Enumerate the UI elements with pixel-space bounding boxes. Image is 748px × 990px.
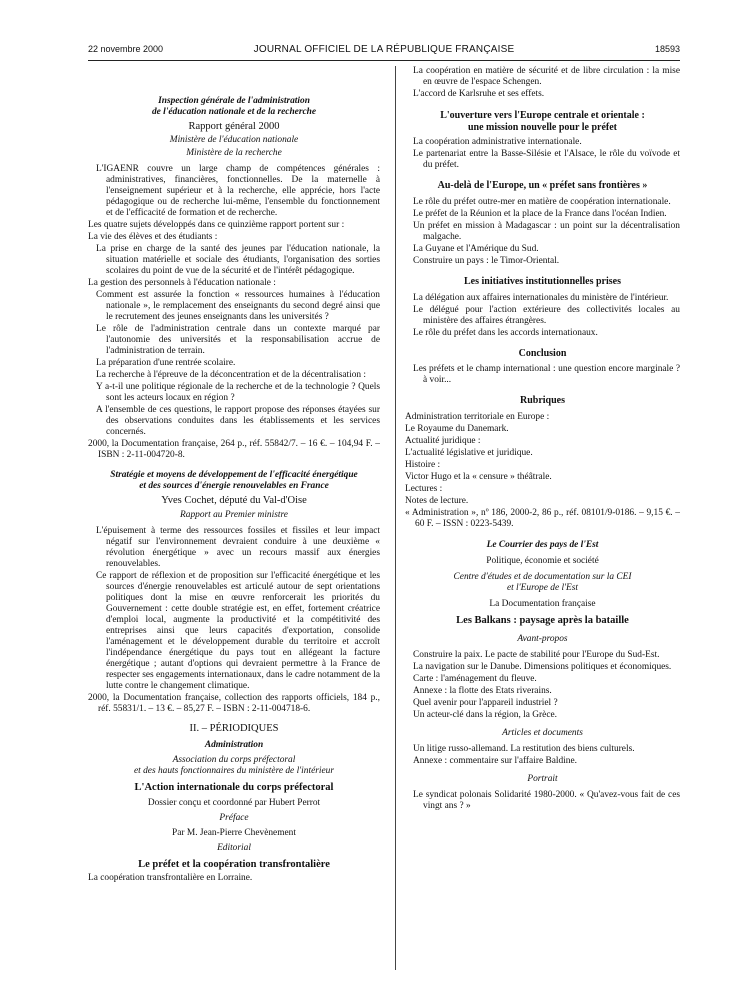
section-title: Le préfet et la coopération transfrontalière: [138, 859, 330, 871]
issue-coordination: Dossier conçu et coordonné par Hubert Perrot: [147, 798, 321, 809]
beyond-item: Un préfet en mission à Madagascar : un point sur la décentralisation malgache.: [413, 221, 680, 243]
strategy-reference: 2000, la Documentation française, collection des rapports officiels, 184 p., réf. 55831/1. – 13 €. – 85,27 F. – ISBN : 2-11-004718-6.: [88, 692, 380, 714]
igaenr-title: [88, 96, 380, 118]
strategy-title-line-2: et des sources d'énergie renouvelables en France: [139, 481, 329, 492]
igaenr-reference: 2000, la Documentation française, 264 p., réf. 55842/7. – 16 €. – 104,94 F. – ISBN : 2-11-004720-8.: [88, 439, 380, 461]
rubriques-title: Rubriques: [519, 395, 565, 407]
courrier-publisher: La Documentation française: [489, 599, 596, 610]
left-column: [88, 66, 380, 885]
igaenr-paragraph: La vie des élèves et des étudiants :: [88, 232, 218, 243]
foreword-item: Un acteur-clé dans la région, la Grèce.: [413, 710, 558, 721]
header-date: 22 novembre 2000: [88, 44, 164, 54]
column-divider: [395, 66, 396, 970]
rubrique-item: Le Royaume du Danemark.: [405, 424, 509, 435]
cooperation-item: L'accord de Karlsruhe et ses effets.: [413, 89, 545, 99]
page-header: [88, 44, 680, 58]
issue-title: L'Action internationale du corps préfectoral: [134, 781, 334, 793]
foreword-item: Quel avenir pour l'appareil industriel ?: [413, 698, 558, 709]
articles-label: Articles et documents: [502, 728, 583, 739]
periodicals-heading: II. – PÉRIODIQUES: [189, 722, 279, 734]
rubrique-item: Histoire :: [405, 460, 441, 471]
cooperation-item: La coopération en matière de sécurité et de libre circulation : la mise en œuvre de l'espace Schengen.: [413, 66, 680, 87]
courrier-centre-1: Centre d'études et de documentation sur la CEI: [453, 572, 632, 583]
igaenr-paragraph: La recherche à l'épreuve de la déconcentration et de la décentralisation :: [96, 370, 367, 381]
foreword-item: Construire la paix. Le pacte de stabilité pour l'Europe du Sud-Est.: [413, 650, 660, 661]
page-number: 18593: [654, 44, 680, 54]
portrait-label: Portrait: [527, 774, 558, 785]
east-item: Le partenariat entre la Basse-Silésie et l'Alsace, le rôle du voïvode et du préfet.: [413, 149, 680, 171]
courrier-issue-title: Les Balkans : paysage après la bataille: [456, 615, 629, 627]
foreword-item: La navigation sur le Danube. Dimensions politiques et économiques.: [413, 662, 672, 673]
article-item: Un litige russo-allemand. La restitution des biens culturels.: [413, 744, 635, 755]
rubrique-item: Actualité juridique :: [405, 436, 481, 447]
institutional-title: Les initiatives institutionnelles prises: [464, 276, 621, 288]
rubrique-item: Notes de lecture.: [405, 496, 469, 507]
institutional-item: La délégation aux affaires internationales du ministère de l'intérieur.: [413, 292, 669, 303]
strategy-author: Yves Cochet, député du Val-d'Oise: [161, 495, 307, 507]
strategy-title-line-1: Stratégie et moyens de développement de l'efficacité énergétique: [110, 470, 358, 481]
beyond-item: La Guyane et l'Amérique du Sud.: [413, 244, 539, 255]
courrier-centre-2: et l'Europe de l'Est: [506, 583, 579, 594]
rubrique-item: L'actualité législative et juridique.: [405, 448, 533, 459]
igaenr-paragraph: L'IGAENR couvre un large champ de compétences générales : administratives, financières, fonctionnelles. De la maternelle à l'enseignement supérieur et à la recherche, elle apprécie, hors l'acte pédagogique ou de recherche lui-même, l'ensemble du fonctionnement et de l'efficacité de formation et de recherche.: [96, 164, 380, 219]
igaenr-paragraph: Y a-t-il une politique régionale de la recherche et de la technologie ? Quels sont les acteurs locaux en région ?: [96, 382, 380, 404]
header-rule: [88, 60, 680, 61]
strategy-paragraph: Ce rapport de réflexion et de proposition sur l'efficacité énergétique et les sources d'énergie renouvelables est articulé autour de sept orientations politiques dont la mise en œuvre renforcerait les priorités du Gouvernement : cette double stratégie est, en effet, fortement créatrice d'emploi local, augmente la productivité et la compétitivité des entreprises ainsi que leurs capacités d'exportation, consolide l'aménagement et le développement durable du territoire et accroît l'indépendance énergétique du pays tout en allégeant la facture énergétique ; autant d'options qui devraient permettre à la France de respecter ses engagements internationaux, dans le cadre notamment de la lutte contre le changement climatique.: [96, 570, 380, 691]
article-item: Annexe : commentaire sur l'affaire Baldine.: [413, 756, 577, 767]
journal-title: JOURNAL OFFICIEL DE LA RÉPUBLIQUE FRANÇAISE: [253, 44, 515, 55]
strategy-addressee: Rapport au Premier ministre: [180, 509, 288, 520]
conclusion-item: Les préfets et le champ international : une question encore marginale ? à voir...: [413, 364, 680, 386]
east-item: La coopération administrative internationale.: [413, 137, 582, 148]
foreword-item: Carte : l'aménagement du fleuve.: [413, 674, 537, 685]
rubrique-item: Administration territoriale en Europe :: [405, 412, 550, 423]
foreword-label: Avant-propos: [517, 634, 568, 645]
right-column: [405, 66, 680, 813]
beyond-title: Au-delà de l'Europe, un « préfet sans frontières »: [437, 180, 648, 192]
igaenr-paragraph: La prise en charge de la santé des jeunes par l'éducation nationale, la situation matérielle et sociale des étudiants, l'organisation des sorties scolaires du point de vue de la sécurité et de l'intérêt pédagogique.: [96, 244, 380, 277]
association-line-1: Association du corps préfectoral: [172, 754, 296, 765]
conclusion-title: Conclusion: [518, 347, 567, 359]
institutional-item: Le rôle du préfet dans les accords internationaux.: [413, 327, 598, 338]
rubriques-reference: « Administration », nº 186, 2000-2, 86 p., réf. 08101/9-0186. – 9,15 €. – 60 F. – ISSN : 0223-5439.: [405, 508, 680, 530]
igaenr-title-line-1: Inspection générale de l'administration: [158, 96, 310, 106]
igaenr-paragraph: La gestion des personnels à l'éducation nationale :: [88, 278, 276, 289]
rubrique-item: Victor Hugo et la « censure » théâtrale.: [405, 472, 552, 483]
preface-label: Préface: [219, 813, 249, 824]
igaenr-ministry-1: Ministère de l'éducation nationale: [169, 135, 299, 146]
igaenr-ministry-2: Ministère de la recherche: [186, 148, 282, 159]
association-line-2: et des hauts fonctionnaires du ministère de l'intérieur: [134, 765, 334, 776]
east-title-line-1: L'ouverture vers l'Europe centrale et orientale :: [440, 110, 645, 121]
portrait-item: Le syndicat polonais Solidarité 1980-2000. « Qu'avez-vous fait de ces vingt ans ? »: [413, 790, 680, 812]
east-title-line-2: une mission nouvelle pour le préfet: [468, 121, 617, 133]
courrier-subtitle: Politique, économie et société: [486, 556, 599, 567]
beyond-item: Construire un pays : le Timor-Oriental.: [413, 256, 560, 267]
igaenr-paragraph: La préparation d'une rentrée scolaire.: [96, 358, 236, 369]
east-title: [405, 110, 680, 133]
editorial-label: Editorial: [217, 843, 251, 854]
strategy-title: [88, 470, 380, 492]
beyond-item: Le rôle du préfet outre-mer en matière de coopération internationale.: [413, 197, 671, 208]
igaenr-report: Rapport général 2000: [188, 121, 280, 132]
rubrique-item: Lectures :: [405, 484, 443, 495]
igaenr-paragraph: Le rôle de l'administration centrale dans un contexte marqué par l'autonomie des universités et la responsabilisation accrue de l'administration de terrain.: [96, 324, 380, 357]
section-item: La coopération transfrontalière en Lorraine.: [88, 873, 253, 884]
preface-author: Par M. Jean-Pierre Chevènement: [172, 828, 296, 839]
igaenr-paragraph: Les quatre sujets développés dans ce quinzième rapport portent sur :: [88, 220, 345, 231]
periodicals-category: Administration: [204, 739, 264, 750]
igaenr-paragraph: A l'ensemble de ces questions, le rapport propose des réponses étayées sur des observations conduites dans les établissements et les services concernés.: [96, 405, 380, 438]
beyond-item: Le préfet de la Réunion et la place de la France dans l'océan Indien.: [413, 209, 667, 220]
courrier-title: Le Courrier des pays de l'Est: [486, 540, 599, 551]
strategy-paragraph: L'épuisement à terme des ressources fossiles et fissiles et leur impact négatif sur l'environnement devraient conduire à une deuxième « révolution énergétique » avec un recours massif aux énergies renouvelables.: [96, 525, 380, 569]
foreword-item: Annexe : la flotte des Etats riverains.: [413, 686, 552, 697]
igaenr-paragraph: Comment est assurée la fonction « ressources humaines à l'éducation nationale », le remplacement des enseignants du second degré ainsi que le recrutement des jeunes enseignants dans les universités ?: [96, 290, 380, 323]
igaenr-title-line-2: de l'éducation nationale et de la recherche: [151, 107, 317, 117]
institutional-item: Le délégué pour l'action extérieure des collectivités locales au ministère des affaires étrangères.: [413, 304, 680, 326]
